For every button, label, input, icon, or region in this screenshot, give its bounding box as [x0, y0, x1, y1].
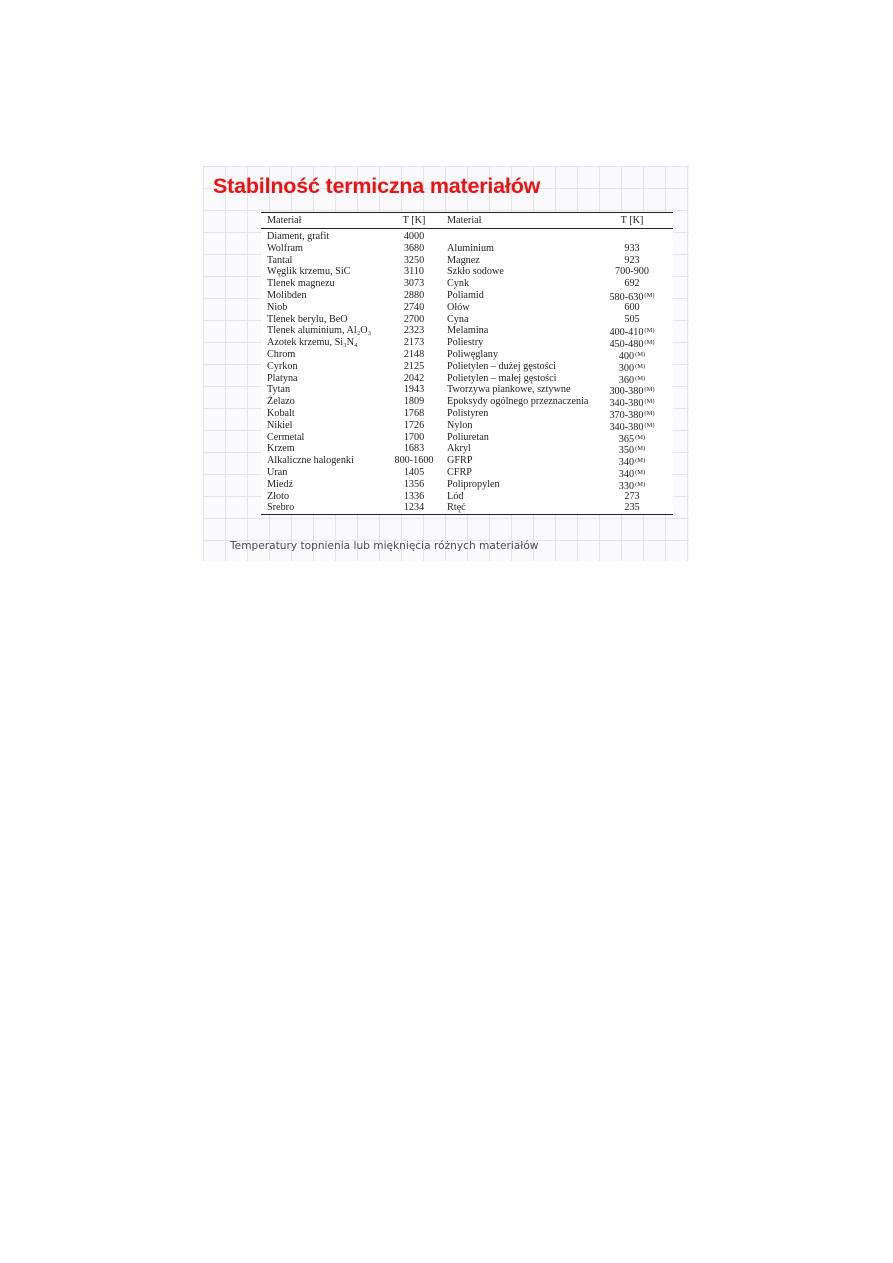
table-row [261, 502, 673, 514]
table-row [261, 432, 673, 444]
table-row [261, 443, 673, 455]
temperature-left-cell: 2880 [403, 289, 425, 301]
material-right-cell: Cyna [447, 313, 469, 325]
table-row [261, 420, 673, 432]
temperature-right-cell [597, 278, 667, 290]
table-row [261, 349, 673, 361]
temperature-left-cell: 1726 [403, 419, 425, 431]
material-right-cell: Nylon [447, 419, 473, 431]
temperature-value: 340-380 [609, 421, 644, 433]
softening-marker: (M) [635, 374, 646, 382]
table-row [261, 361, 673, 373]
table-row [261, 325, 673, 337]
softening-marker: (M) [635, 433, 646, 441]
temperature-left-cell: 2700 [403, 313, 425, 325]
material-left-cell: Miedź [267, 478, 294, 490]
material-right-cell: Polietylen – małej gęstości [447, 372, 557, 384]
material-left-cell: Azotek krzemu, Si₃N₄ [267, 337, 358, 349]
slide-caption: Temperatury topnienia lub mięknięcia różnych materiałów [230, 540, 539, 552]
table-row [261, 314, 673, 326]
material-left-cell: Diament, grafit [267, 231, 330, 242]
material-right-cell: Polistyren [447, 407, 489, 419]
material-left-cell: Alkaliczne halogenki [267, 455, 354, 467]
softening-marker: (M) [635, 350, 646, 358]
material-left-cell: Tlenek magnezu [267, 278, 335, 290]
material-right-cell: Cynk [447, 278, 470, 290]
temperature-right-cell [597, 502, 667, 514]
material-left-cell: Platyna [267, 372, 298, 384]
material-right-cell: Melamina [447, 325, 489, 337]
temperature-value: 350 [618, 445, 635, 457]
temperature-value: 360 [618, 374, 635, 386]
temperature-left-cell: 3110 [404, 266, 424, 278]
material-right-cell: GFRP [447, 455, 473, 467]
melting-point-table [261, 212, 673, 515]
material-right-cell: Rtęć [447, 502, 466, 514]
temperature-left-cell: 3250 [403, 254, 425, 266]
table-header-row [261, 213, 673, 229]
table-row [261, 467, 673, 479]
temperature-value: 365 [618, 433, 635, 445]
temperature-left-cell: 2173 [403, 337, 425, 349]
temperature-left-cell: 800-1600 [394, 455, 434, 467]
table-body [261, 231, 673, 514]
softening-marker: (M) [635, 480, 646, 488]
material-right-cell: Szkło sodowe [447, 266, 504, 278]
table-row [261, 243, 673, 255]
material-left-cell: Wolfram [267, 242, 303, 254]
material-right-cell: CFRP [447, 466, 472, 478]
temperature-left-cell: 1809 [403, 396, 425, 408]
header-material-2: Materiał [447, 215, 482, 226]
table-row [261, 408, 673, 420]
softening-marker: (M) [644, 421, 655, 429]
temperature-left-cell: 1768 [403, 407, 425, 419]
temperature-left-cell: 3073 [403, 278, 425, 290]
temperature-value: 700-900 [615, 266, 649, 278]
table-row [261, 396, 673, 408]
material-left-cell: Niob [267, 301, 288, 313]
temperature-value: 235 [624, 502, 640, 514]
material-left-cell: Cyrkon [267, 360, 298, 372]
temperature-left-cell: 1356 [403, 478, 425, 490]
material-left-cell: Cermetal [267, 431, 305, 443]
softening-marker: (M) [644, 409, 655, 417]
temperature-value: 340 [618, 457, 635, 469]
temperature-value: 450-480 [609, 339, 644, 351]
temperature-value: 340 [618, 468, 635, 480]
material-right-cell: Tworzywa piankowe, sztywne [447, 384, 571, 396]
temperature-value: 340-380 [609, 398, 644, 410]
softening-marker: (M) [635, 445, 646, 453]
header-temperature-2: T [K] [620, 215, 644, 226]
material-right-cell: Akryl [447, 443, 471, 455]
material-left-cell: Tytan [267, 384, 291, 396]
material-left-cell: Złoto [267, 490, 290, 502]
table-row [261, 337, 673, 349]
material-right-cell: Aluminium [447, 242, 494, 254]
table-row [261, 231, 673, 243]
temperature-value: 505 [624, 313, 640, 325]
temperature-left-cell: 1336 [403, 490, 425, 502]
softening-marker: (M) [635, 468, 646, 476]
material-right-cell: Poliuretan [447, 431, 489, 443]
softening-marker: (M) [635, 362, 646, 370]
slide-title: Stabilność termiczna materiałów [213, 174, 541, 198]
table-row [261, 455, 673, 467]
temperature-right-cell [597, 243, 667, 255]
table-row [261, 373, 673, 385]
softening-marker: (M) [635, 457, 646, 465]
temperature-value: 580-630 [609, 291, 644, 303]
softening-marker: (M) [644, 339, 655, 347]
temperature-value: 273 [624, 490, 640, 502]
temperature-right-cell [597, 266, 667, 278]
material-left-cell: Tlenek berylu, BeO [267, 313, 348, 325]
material-right-cell: Ołów [447, 301, 470, 313]
temperature-value: 330 [618, 480, 635, 492]
header-temperature-1: T [K] [402, 215, 426, 226]
material-right-cell: Polipropylen [447, 478, 500, 490]
material-left-cell: Tantal [267, 254, 293, 266]
temperature-value: 600 [624, 301, 640, 313]
material-right-cell: Magnez [447, 254, 480, 266]
temperature-value: 692 [624, 278, 640, 290]
temperature-right-cell [597, 491, 667, 503]
material-left-cell: Tlenek aluminium, Al₂O₃ [267, 325, 372, 337]
temperature-left-cell: 2042 [403, 372, 425, 384]
table-row [261, 266, 673, 278]
softening-marker: (M) [644, 291, 655, 299]
table-row [261, 255, 673, 267]
temperature-value: 300 [618, 362, 635, 374]
temperature-left-cell: 2125 [403, 360, 425, 372]
temperature-left-cell: 2740 [403, 301, 425, 313]
temperature-left-cell: 1234 [403, 502, 425, 514]
temperature-left-cell: 1683 [403, 443, 425, 455]
temperature-left-cell: 4000 [403, 231, 425, 242]
temperature-left-cell: 1700 [403, 431, 425, 443]
header-material-1: Materiał [267, 215, 302, 226]
table-row [261, 491, 673, 503]
material-left-cell: Żelazo [267, 396, 295, 408]
slide-image [203, 166, 689, 561]
temperature-value: 923 [624, 254, 640, 266]
material-left-cell: Węglik krzemu, SiC [267, 266, 351, 278]
temperature-value: 300-380 [609, 386, 644, 398]
temperature-value: 400-410 [609, 327, 644, 339]
table-row [261, 302, 673, 314]
material-right-cell: Poliamid [447, 289, 484, 301]
temperature-left-cell: 1405 [403, 466, 425, 478]
table-row [261, 384, 673, 396]
material-right-cell: Poliwęglany [447, 348, 498, 360]
temperature-left-cell: 1943 [403, 384, 425, 396]
material-left-cell: Srebro [267, 502, 295, 514]
table-row [261, 479, 673, 491]
softening-marker: (M) [644, 327, 655, 335]
temperature-value: 933 [624, 242, 640, 254]
material-left-cell: Molibden [267, 289, 307, 301]
temperature-right-cell [597, 255, 667, 267]
material-right-cell: Poliestry [447, 337, 484, 349]
material-left-cell: Krzem [267, 443, 295, 455]
material-right-cell: Epoksydy ogólnego przeznaczenia [447, 396, 589, 408]
table-row [261, 278, 673, 290]
material-left-cell: Chrom [267, 348, 296, 360]
softening-marker: (M) [644, 386, 655, 394]
softening-marker: (M) [644, 398, 655, 406]
temperature-left-cell: 2148 [403, 348, 425, 360]
material-left-cell: Uran [267, 466, 288, 478]
temperature-value: 370-380 [609, 409, 644, 421]
temperature-left-cell: 3680 [403, 242, 425, 254]
temperature-left-cell: 2323 [403, 325, 425, 337]
temperature-right-cell [597, 302, 667, 314]
material-left-cell: Kobalt [267, 407, 295, 419]
temperature-right-cell [597, 314, 667, 326]
material-right-cell: Lód [447, 490, 464, 502]
temperature-value: 400 [618, 350, 635, 362]
material-right-cell: Polietylen – dużej gęstości [447, 360, 556, 372]
material-left-cell: Nikiel [267, 419, 293, 431]
table-row [261, 290, 673, 302]
